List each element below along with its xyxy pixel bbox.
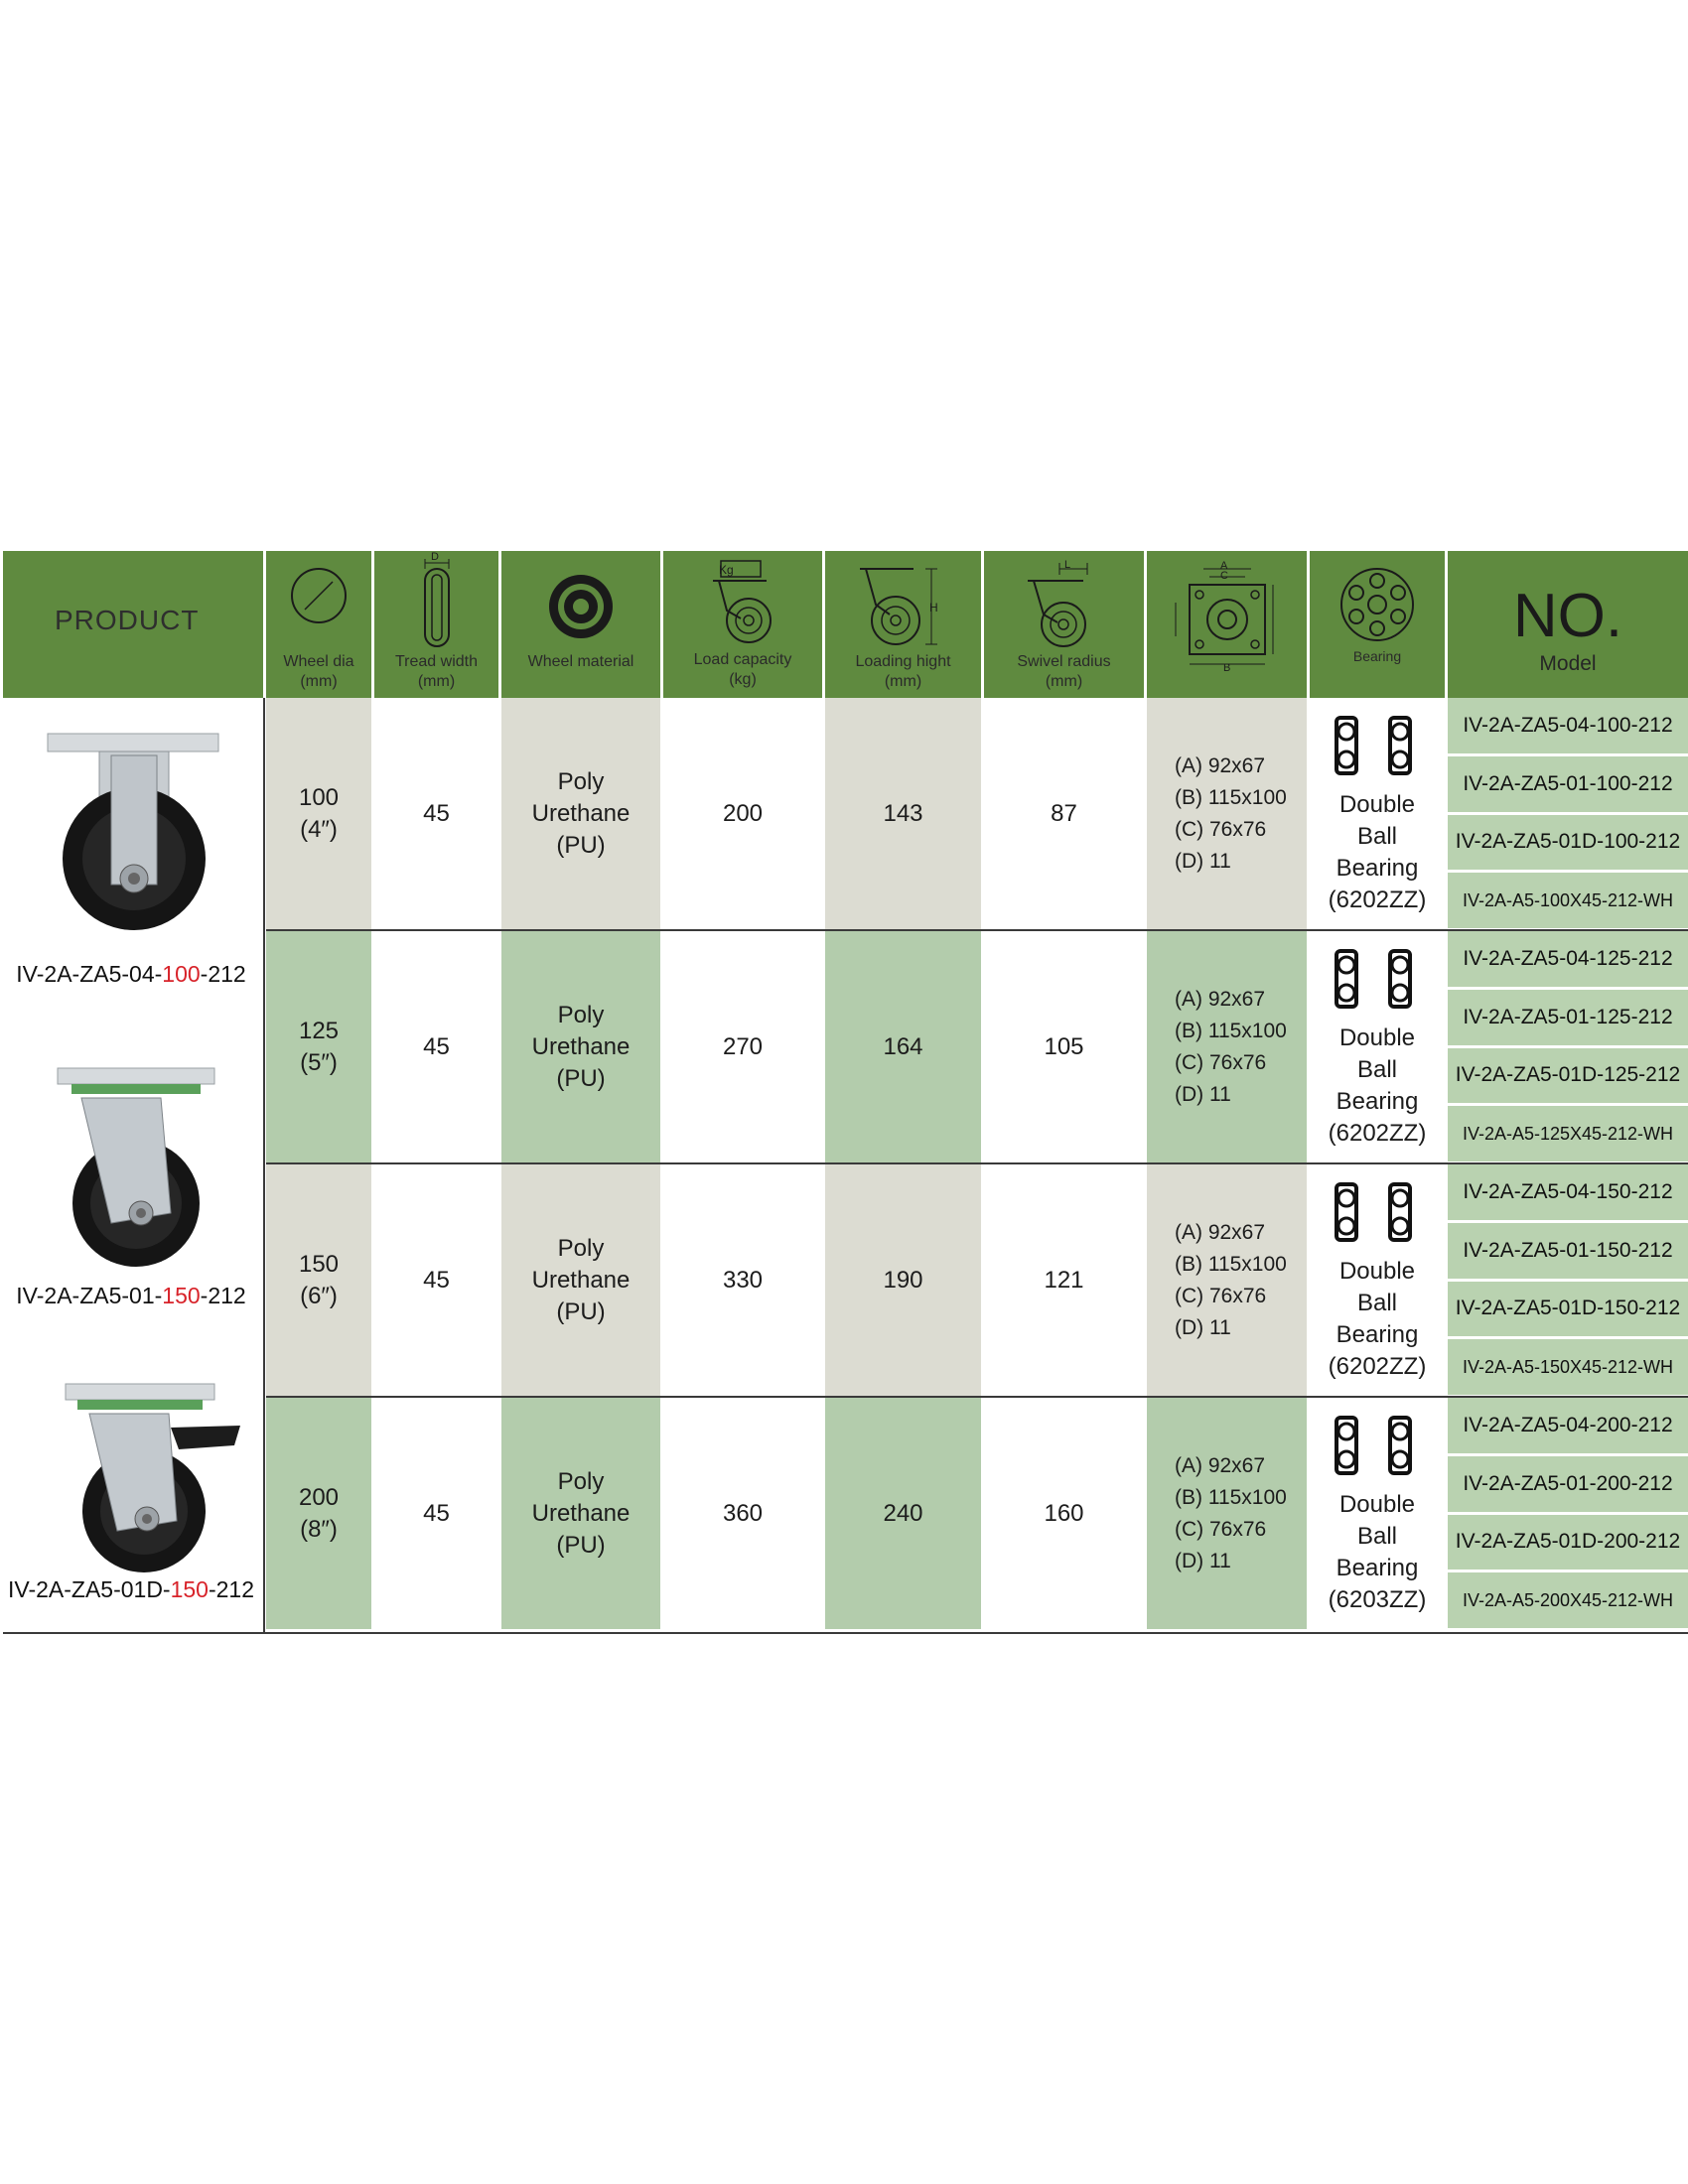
plate-letter-a: A — [1220, 560, 1228, 572]
cell-load: 270 — [722, 1032, 764, 1060]
height-letter: H — [929, 601, 938, 614]
header-tread-width — [374, 551, 498, 698]
model-number: IV-2A-ZA5-04-100-212 — [1448, 698, 1688, 753]
model-number: IV-2A-A5-150X45-212-WH — [1448, 1339, 1688, 1395]
row-divider — [266, 929, 1688, 931]
cell-material: Poly Urethane (PU) — [531, 767, 631, 859]
header-load-capacity — [663, 551, 822, 698]
wheel-dia-label: Wheel dia — [283, 653, 354, 670]
model-number: IV-2A-ZA5-01D-100-212 — [1448, 815, 1688, 871]
swivel-radius-unit: (mm) — [1045, 673, 1083, 690]
header-bearing — [1310, 551, 1445, 698]
loading-height-unit: (mm) — [884, 673, 922, 690]
model-number: IV-2A-ZA5-04-125-212 — [1448, 931, 1688, 987]
cell-plate: (A) 92x67 (B) 115x100 (C) 76x76 (D) 11 — [1175, 987, 1287, 1106]
cell-wheel-dia: 200 (8″) — [298, 1483, 340, 1543]
plate-letter-b: B — [1223, 662, 1231, 674]
model-number: IV-2A-ZA5-04-150-212 — [1448, 1164, 1688, 1220]
cell-wheel-dia: 150 (6″) — [298, 1250, 340, 1309]
cell-load: 200 — [722, 799, 764, 827]
load-capacity-unit: (kg) — [729, 671, 757, 688]
header-wheel-material — [501, 551, 660, 698]
product-column-divider — [263, 698, 265, 1632]
load-letter: Kg — [719, 563, 734, 577]
tread-width-unit: (mm) — [417, 673, 456, 690]
plate-letter-c: C — [1220, 570, 1228, 582]
cell-material: Poly Urethane (PU) — [531, 1001, 631, 1092]
cell-height: 164 — [883, 1032, 923, 1060]
cell-tread: 45 — [423, 1499, 450, 1527]
cell-tread: 45 — [423, 799, 450, 827]
double-ball-bearing-icon — [1331, 1182, 1420, 1242]
tread-width-label: Tread width — [395, 653, 478, 670]
row-divider — [266, 1396, 1688, 1398]
cell-tread: 45 — [423, 1266, 450, 1294]
cell-load: 330 — [722, 1266, 764, 1294]
load-capacity-icon — [703, 559, 782, 648]
model-number: IV-2A-A5-200X45-212-WH — [1448, 1572, 1688, 1628]
tread-width-icon — [407, 559, 467, 648]
cell-material: Poly Urethane (PU) — [531, 1467, 631, 1559]
cell-height: 143 — [883, 799, 923, 827]
wheel-dia-icon — [288, 565, 350, 626]
cell-height: 240 — [883, 1499, 923, 1527]
cell-swivel: 87 — [1051, 799, 1077, 827]
model-number: IV-2A-ZA5-01-150-212 — [1448, 1223, 1688, 1279]
tread-letter: D — [431, 551, 439, 563]
model-number: IV-2A-ZA5-04-200-212 — [1448, 1398, 1688, 1453]
cell-plate: (A) 92x67 (B) 115x100 (C) 76x76 (D) 11 — [1175, 1453, 1287, 1572]
cell-bearing: Double Ball Bearing (6202ZZ) — [1328, 1024, 1427, 1147]
cell-plate: (A) 92x67 (B) 115x100 (C) 76x76 (D) 11 — [1175, 753, 1287, 873]
wheel-material-icon — [545, 571, 617, 642]
cell-bearing: Double Ball Bearing (6202ZZ) — [1328, 791, 1427, 913]
header-swivel-radius — [984, 551, 1144, 698]
double-ball-bearing-icon — [1331, 1416, 1420, 1475]
load-capacity-label: Load capacity — [693, 651, 792, 668]
caster-fixed-image — [40, 730, 228, 938]
product-caption: IV-2A-ZA5-01D-150-212 — [7, 1576, 255, 1602]
model-number: IV-2A-A5-125X45-212-WH — [1448, 1106, 1688, 1161]
cell-wheel-dia: 125 (5″) — [298, 1017, 340, 1076]
model-number: IV-2A-ZA5-01D-125-212 — [1448, 1048, 1688, 1104]
header-model-number — [1448, 551, 1688, 698]
bearing-icon — [1337, 565, 1417, 644]
product-caption: IV-2A-ZA5-01-150-212 — [16, 1283, 246, 1308]
cell-swivel: 160 — [1044, 1499, 1084, 1527]
caster-swivel-image — [52, 1064, 220, 1273]
cell-plate: (A) 92x67 (B) 115x100 (C) 76x76 (D) 11 — [1175, 1220, 1287, 1339]
cell-tread: 45 — [423, 1032, 450, 1060]
model-number: IV-2A-ZA5-01-125-212 — [1448, 990, 1688, 1045]
cell-height: 190 — [883, 1266, 923, 1294]
swivel-radius-label: Swivel radius — [1017, 653, 1111, 670]
model-subheading: Model — [1539, 652, 1597, 675]
header-loading-height — [825, 551, 981, 698]
loading-height-label: Loading hight — [855, 653, 951, 670]
double-ball-bearing-icon — [1331, 716, 1420, 775]
model-number: IV-2A-ZA5-01D-200-212 — [1448, 1515, 1688, 1570]
model-number: IV-2A-A5-100X45-212-WH — [1448, 873, 1688, 928]
cell-bearing: Double Ball Bearing (6203ZZ) — [1328, 1491, 1427, 1613]
cell-load: 360 — [722, 1499, 764, 1527]
bearing-label: Bearing — [1352, 648, 1402, 664]
wheel-dia-unit: (mm) — [300, 673, 338, 690]
swivel-radius-icon — [1020, 563, 1109, 650]
cell-swivel: 121 — [1044, 1266, 1084, 1294]
swivel-letter: L — [1064, 559, 1071, 571]
cell-bearing: Double Ball Bearing (6202ZZ) — [1328, 1258, 1427, 1380]
header-wheel-dia — [266, 551, 371, 698]
cell-swivel: 105 — [1044, 1032, 1084, 1060]
table-bottom-rule — [3, 1632, 1688, 1634]
cell-wheel-dia: 100 (4″) — [298, 783, 340, 843]
cell-material: Poly Urethane (PU) — [531, 1234, 631, 1325]
header-plate-dimensions — [1147, 551, 1307, 698]
no-heading: NO. — [1512, 582, 1623, 650]
model-number: IV-2A-ZA5-01D-150-212 — [1448, 1282, 1688, 1337]
double-ball-bearing-icon — [1331, 949, 1420, 1009]
model-number: IV-2A-ZA5-01-100-212 — [1448, 756, 1688, 812]
header-product — [3, 551, 263, 698]
row-divider — [266, 1162, 1688, 1164]
model-number: IV-2A-ZA5-01-200-212 — [1448, 1456, 1688, 1512]
caster-swivel-brake-image — [60, 1380, 248, 1578]
product-caption: IV-2A-ZA5-04-100-212 — [16, 961, 246, 987]
product-heading: PRODUCT — [55, 605, 200, 635]
wheel-material-label: Wheel material — [527, 653, 634, 670]
table-top-rule — [3, 549, 1688, 551]
